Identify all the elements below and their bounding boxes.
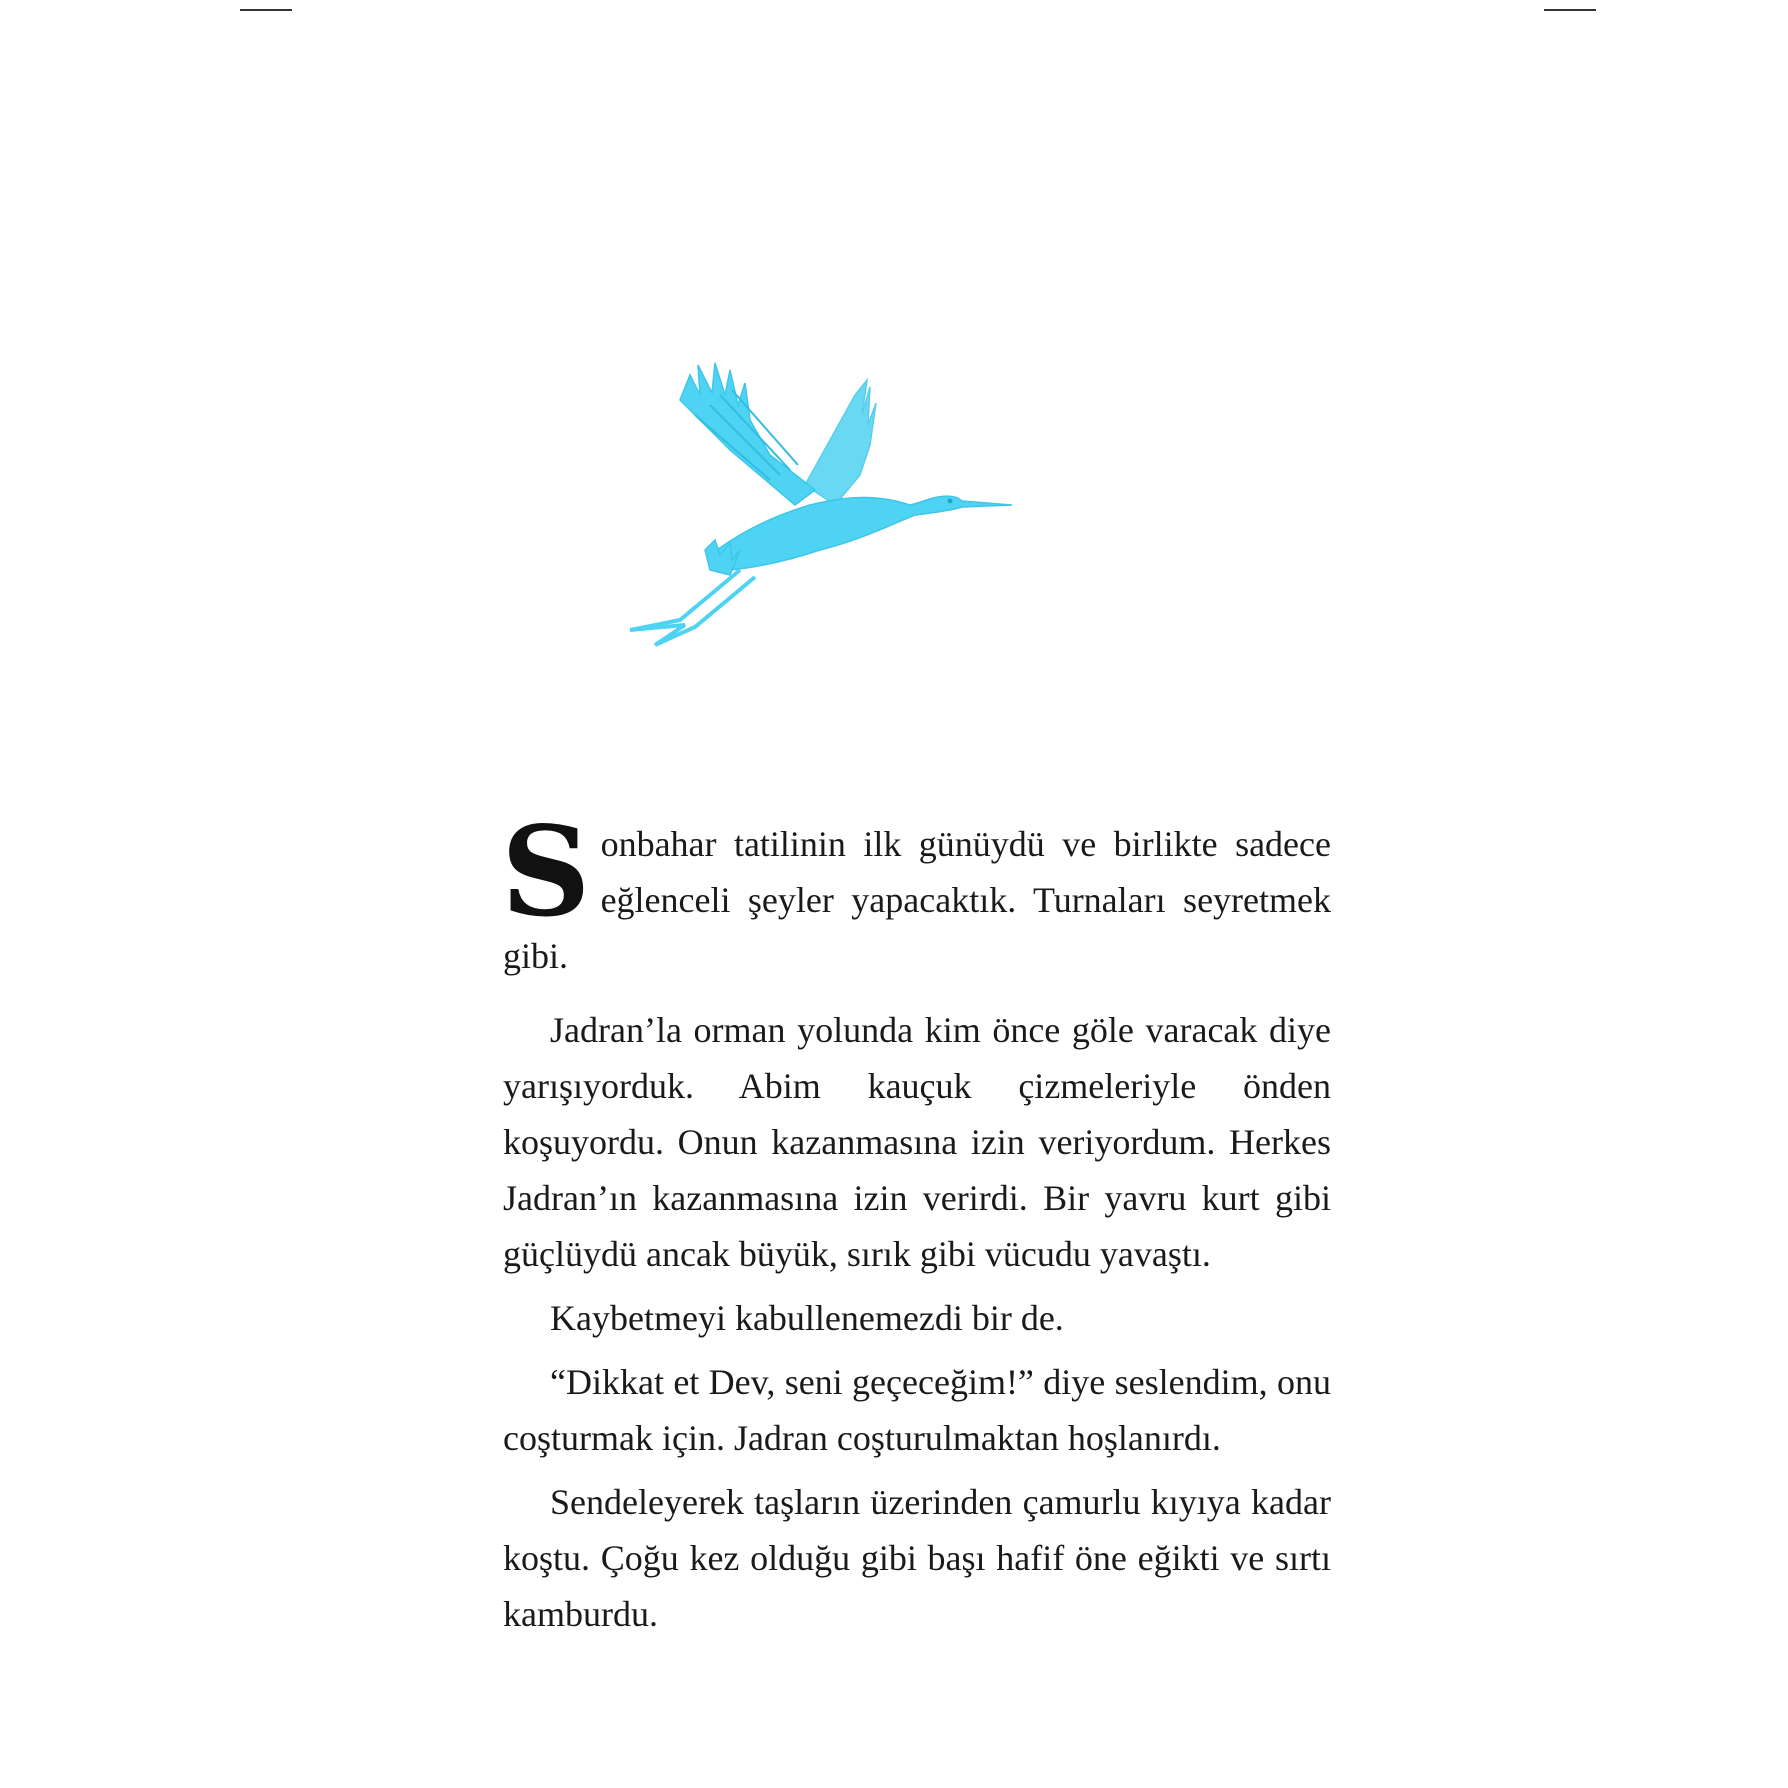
crane-illustration [620,355,1040,655]
crop-mark-right [1544,9,1596,11]
opening-paragraph-text: onbahar tatilinin ilk günüydü ve birlikte sadece eğlenceli şeyler yapacaktık. Turnaları seyretmek gibi. [503,824,1331,976]
crop-mark-left [240,9,292,11]
opening-paragraph [501,800,1331,984]
story-text [501,800,1331,1650]
paragraph-3: Kaybetmeyi kabullenemezdi bir de. [550,1298,1064,1338]
paragraph-2: Jadran’la orman yolunda kim önce göle varacak diye yarışıyorduk. Abim kauçuk çizmeleriyle önden koşuyordu. Onun kazanmasına izin veriyordum. Herkes Jadran’ın kazanmasına izin verirdi. Bir yavru kurt gibi güçlüydü ancak büyük, sırık gibi vücudu yavaştı. [503,1010,1331,1274]
paragraph-5: Sendeleyerek taşların üzerinden çamurlu kıyıya kadar koştu. Çoğu kez olduğu gibi başı hafif öne eğikti ve sırtı kamburdu. [503,1482,1331,1634]
paragraph-4: “Dikkat et Dev, seni geçeceğim!” diye seslendim, onu coşturmak için. Jadran coşturulmaktan hoşlanırdı. [503,1362,1331,1458]
drop-cap: S [501,800,591,945]
